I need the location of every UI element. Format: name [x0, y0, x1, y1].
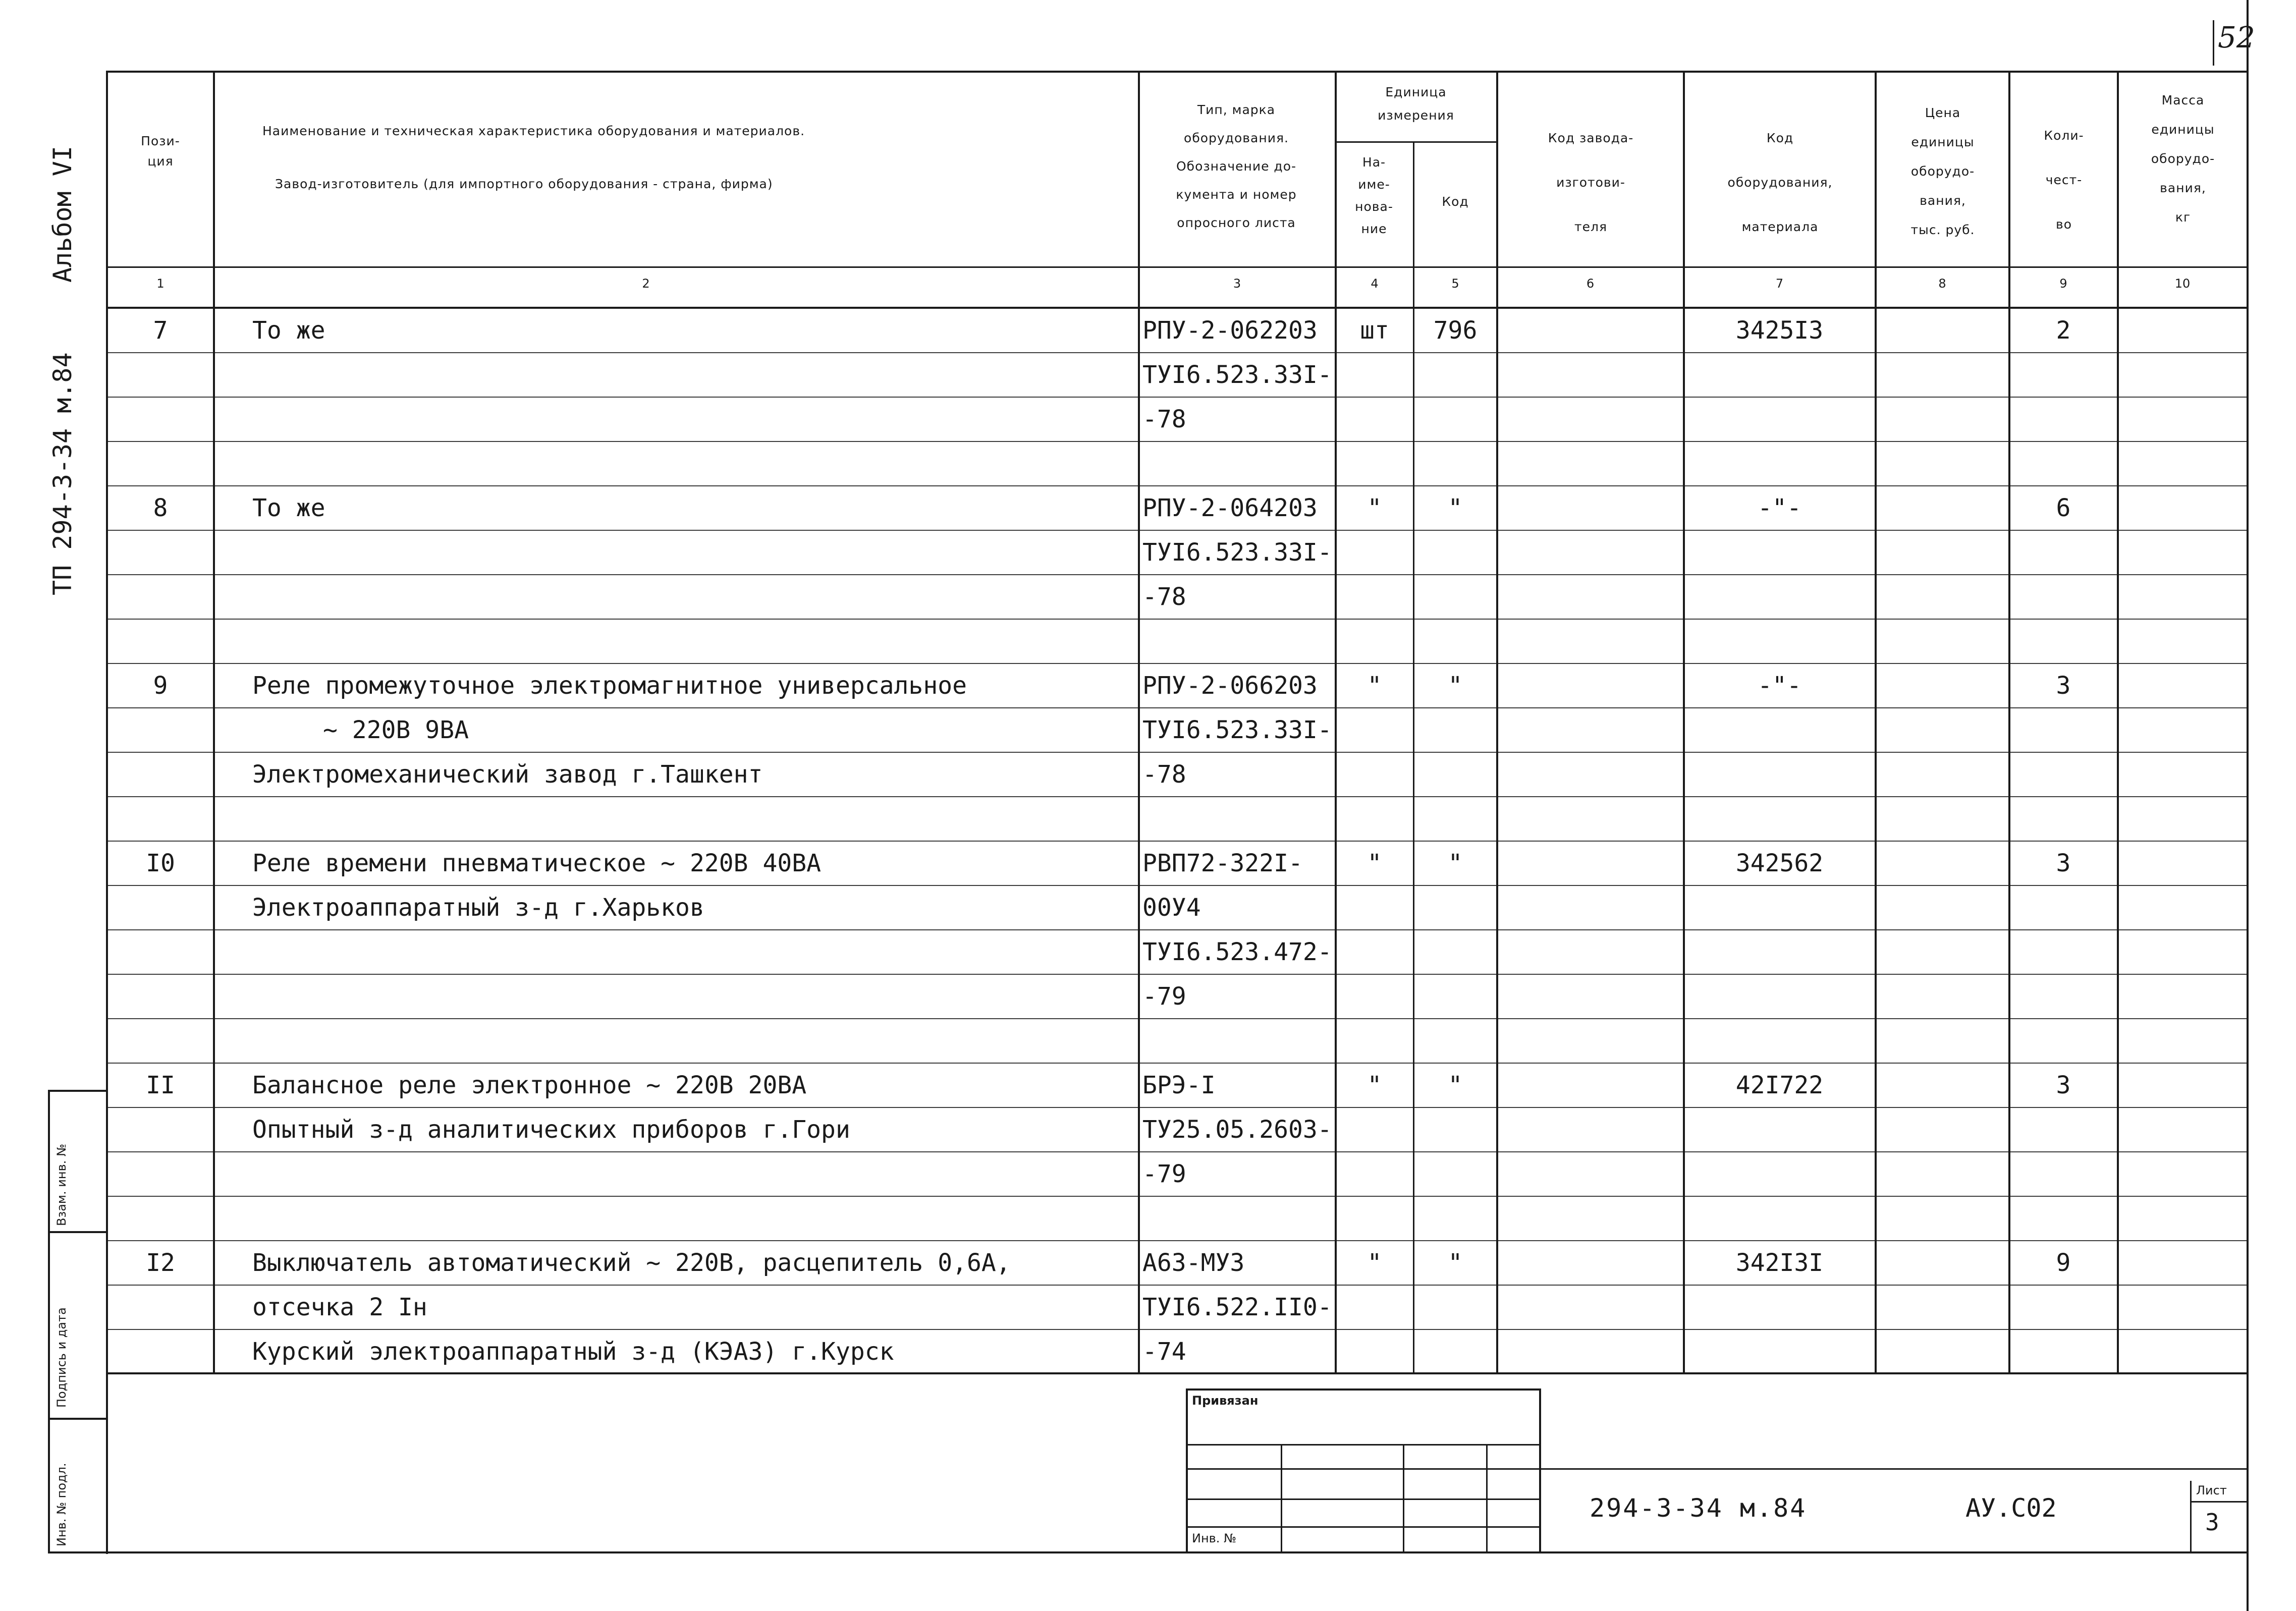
- cell-pos: 7: [153, 316, 168, 345]
- hdr-position: Пози- ция: [141, 134, 180, 169]
- cell-name: Балансное реле электронное ~ 220В 20ВА: [252, 1071, 807, 1099]
- cell-type: БРЭ-I: [1142, 1071, 1216, 1099]
- cell-type: РПУ-2-066203: [1142, 672, 1318, 700]
- colnum-4: 4: [1371, 276, 1379, 291]
- hdr-qty: Коли- чест- во: [2044, 128, 2084, 232]
- podpis-label: Подпись и дата: [54, 1307, 69, 1408]
- cell-type: ТУI6.523.33I-: [1142, 538, 1332, 567]
- inv-podl-label: Инв. № подл.: [54, 1463, 69, 1546]
- side-frame-top: [48, 1090, 107, 1092]
- cell-type: 00У4: [1142, 894, 1201, 922]
- hdr-unit-code: Код: [1442, 194, 1469, 209]
- cell-name: Реле промежуточное электромагнитное универсальное: [252, 672, 967, 700]
- cell-pos: I0: [146, 849, 175, 877]
- cell-type: РВП72-322I-: [1142, 849, 1303, 877]
- row-separator: [106, 619, 2248, 620]
- row-separator: [106, 974, 2248, 975]
- colnum-9: 9: [2059, 276, 2067, 291]
- cell-type: -79: [1142, 1160, 1186, 1188]
- hdr-name-line1: Наименование и техническая характеристика оборудования и материалов.: [262, 124, 805, 138]
- row-separator: [106, 1151, 2248, 1152]
- cell-qty: 6: [2056, 494, 2071, 522]
- colnum-7: 7: [1775, 276, 1784, 291]
- cell-name: Выключатель автоматический ~ 220В, расцепитель 0,6А,: [252, 1249, 1011, 1277]
- row-separator: [106, 1063, 2248, 1064]
- colnum-5: 5: [1451, 276, 1459, 291]
- hdr-mass: Масса единицы оборудо- вания, кг: [2151, 93, 2215, 225]
- cell-name: Курский электроаппаратный з-д (КЭАЗ) г.Курск: [252, 1338, 894, 1366]
- cell-type: -78: [1142, 405, 1186, 433]
- vzam-label: Взам. инв. №: [54, 1144, 69, 1226]
- hdr-units: Единица измерения: [1378, 85, 1454, 123]
- row-separator: [106, 929, 2248, 930]
- row-separator: [106, 1018, 2248, 1019]
- stamp-mark: АУ.С02: [1965, 1493, 2057, 1523]
- cell-type: ТУI6.523.33I-: [1142, 716, 1332, 744]
- colnum-2: 2: [642, 276, 650, 291]
- cell-equip: 342I3I: [1735, 1249, 1824, 1277]
- cell-type: ТУ25.05.2603-: [1142, 1116, 1332, 1144]
- stamp-top: [1186, 1388, 1539, 1391]
- colnum-8: 8: [1938, 276, 1946, 291]
- cell-pos: 9: [153, 672, 168, 700]
- cell-equip: 42I722: [1735, 1071, 1824, 1099]
- cell-qty: 2: [2056, 316, 2071, 345]
- hdr-unit-name: На- име- нова- ние: [1355, 155, 1393, 236]
- cell-unit: ": [1367, 672, 1382, 700]
- cell-pos: I2: [146, 1249, 175, 1277]
- table-top-border: [106, 71, 2248, 73]
- cell-name: Реле времени пневматическое ~ 220В 40ВА: [252, 849, 822, 877]
- cell-name: ~ 220В 9ВА: [323, 716, 469, 744]
- cell-equip: 342562: [1735, 849, 1824, 877]
- row-separator: [106, 1107, 2248, 1108]
- cell-ucode: ": [1448, 672, 1463, 700]
- cell-pos: 8: [153, 494, 168, 522]
- colnum-6: 6: [1586, 276, 1595, 291]
- row-separator: [106, 796, 2248, 797]
- row-separator: [106, 663, 2248, 664]
- cell-name: отсечка 2 Iн: [252, 1293, 427, 1321]
- hdr-equip-code: Код оборудования, материала: [1727, 131, 1833, 234]
- stamp-inv-no: Инв. №: [1192, 1531, 1237, 1545]
- cell-pos: II: [146, 1071, 175, 1099]
- side-album-label: Альбом VI: [48, 146, 77, 283]
- row-separator: [106, 752, 2248, 753]
- cell-ucode: ": [1448, 1249, 1463, 1277]
- right-edge: [2247, 0, 2249, 1611]
- row-separator: [106, 441, 2248, 442]
- cell-name: То же: [252, 494, 325, 522]
- cell-unit: ": [1367, 494, 1382, 522]
- cell-type: -78: [1142, 583, 1186, 611]
- units-divider: [1335, 141, 1496, 143]
- row-separator: [106, 1240, 2248, 1241]
- cell-unit: ": [1367, 849, 1382, 877]
- row-separator: [106, 574, 2248, 575]
- cell-unit: ": [1367, 1249, 1382, 1277]
- row-separator: [106, 485, 2248, 486]
- stamp-doc-code: 294-3-34 м.84: [1590, 1493, 1807, 1523]
- colnum-bottom: [106, 307, 2248, 309]
- row-separator: [106, 352, 2248, 353]
- cell-unit: шт: [1360, 316, 1389, 345]
- cell-name: То же: [252, 316, 325, 345]
- row-separator: [106, 397, 2248, 398]
- cell-ucode: 796: [1433, 316, 1478, 345]
- cell-equip: 3425I3: [1735, 316, 1824, 345]
- colnum-1: 1: [156, 276, 165, 291]
- cell-type: ТУI6.523.33I-: [1142, 361, 1332, 389]
- cell-equip: -"-: [1758, 494, 1801, 522]
- cell-type: -79: [1142, 982, 1186, 1011]
- cell-type: РПУ-2-062203: [1142, 316, 1318, 345]
- cell-type: -74: [1142, 1338, 1186, 1366]
- page-bottom-border: [48, 1551, 2248, 1553]
- row-separator: [106, 1196, 2248, 1197]
- header-bottom: [106, 266, 2248, 268]
- cell-unit: ": [1367, 1071, 1382, 1099]
- cell-qty: 3: [2056, 849, 2071, 877]
- sheet-number-top: 52: [2218, 20, 2255, 54]
- side-frame-left: [48, 1090, 50, 1551]
- cell-type: РПУ-2-064203: [1142, 494, 1318, 522]
- row-separator: [106, 530, 2248, 531]
- cell-qty: 3: [2056, 1071, 2071, 1099]
- hdr-maker-code: Код завода- изготови- теля: [1548, 131, 1634, 234]
- row-separator: [106, 1329, 2248, 1330]
- row-separator: [106, 885, 2248, 886]
- side-doc-label: ТП 294-3-34 м.84: [48, 352, 77, 595]
- colnum-10: 10: [2174, 276, 2191, 291]
- stamp-list-label: Лист: [2196, 1483, 2227, 1497]
- cell-ucode: ": [1448, 1071, 1463, 1099]
- cell-ucode: ": [1448, 849, 1463, 877]
- stamp-privyazan: Привязан: [1192, 1394, 1259, 1408]
- stamp-list-no: 3: [2205, 1509, 2219, 1536]
- hdr-type: Тип, марка оборудования. Обозначение до- кумента и номер опросного листа: [1176, 102, 1297, 230]
- cell-equip: -"-: [1758, 672, 1801, 700]
- row-separator: [106, 841, 2248, 842]
- hdr-name-line2: Завод-изготовитель (для импортного оборудования - страна, фирма): [275, 177, 773, 191]
- cell-name: Электроаппаратный з-д г.Харьков: [252, 894, 704, 922]
- row-separator: [106, 1285, 2248, 1286]
- colnum-3: 3: [1233, 276, 1241, 291]
- row-separator: [106, 1373, 2248, 1374]
- table-left-border: [106, 71, 108, 1554]
- row-separator: [106, 707, 2248, 708]
- cell-type: ТУI6.522.II0-: [1142, 1293, 1332, 1321]
- cell-type: ТУI6.523.472-: [1142, 938, 1332, 966]
- cell-qty: 3: [2056, 672, 2071, 700]
- cell-type: -78: [1142, 760, 1186, 789]
- cell-type: А63-МУЗ: [1142, 1249, 1245, 1277]
- hdr-price: Цена единицы оборудо- вания, тыс. руб.: [1910, 105, 1975, 237]
- cell-name: Опытный з-д аналитических приборов г.Гори: [252, 1116, 850, 1144]
- cell-qty: 9: [2056, 1249, 2071, 1277]
- cell-ucode: ": [1448, 494, 1463, 522]
- cell-name: Электромеханический завод г.Ташкент: [252, 760, 763, 789]
